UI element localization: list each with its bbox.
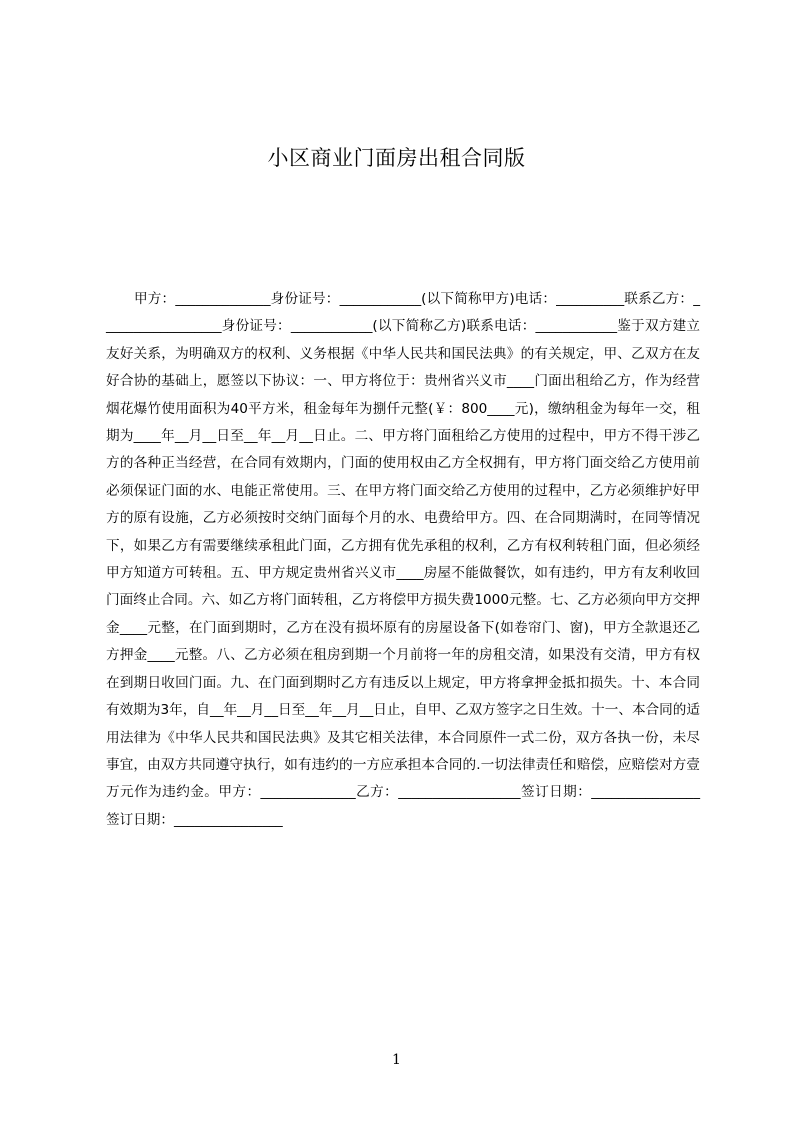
page-number: 1 xyxy=(392,1052,401,1068)
contract-body-text: 甲方：______________身份证号：____________(以下简称甲方)电话：__________联系乙方：__________________身份证号：____________(以下简称乙方)联系电话：____________鉴于双方建立友好关系，为明确双方的权利、义务根据《中华人民共和国民法典》的有关规定，甲、乙双方在友好合协的基础上，愿签以下协议：一、甲方将位于：贵州省兴义市____门面出租给乙方，作为经营烟花爆竹使用面积为40平方米，租金每年为捌仟元整(￥：800____元)，缴纳租金为每年一交，租期为____年__月__日至__年__月__日止。二、甲方将门面租给乙方使用的过程中，甲方不得干涉乙方的各种正当经营，在合同有效期内，门面的使用权由乙方全权拥有，甲方将门面交给乙方使用前必须保证门面的水、电能正常使用。三、在甲方将门面交给乙方使用的过程中，乙方必须维护好甲方的原有设施，乙方必须按时交纳门面每个月的水、电费给甲方。四、在合同期满时，在同等情况下，如果乙方有需要继续承租此门面，乙方拥有优先承租的权利，乙方有权利转租门面，但必须经甲方知道方可转租。五、甲方规定贵州省兴义市____房屋不能做餐饮，如有违约，甲方有友利收回门面终止合同。六、如乙方将门面转租，乙方将偿甲方损失费1000元整。七、乙方必须向甲方交押金____元整，在门面到期时，乙方在没有损坏原有的房屋设备下(如卷帘门、窗)，甲方全款退还乙方押金____元整。八、乙方必须在租房到期一个月前将一年的房租交清，如果没有交清，甲方有权在到期日收回门面。九、在门面到期时乙方有违反以上规定，甲方将拿押金抵扣损失。十、本合同有效期为3年，自__年__月__日至__年__月__日止，自甲、乙双方签字之日生效。十一、本合同的适用法律为《中华人民共和国民法典》及其它相关法律，本合同原件一式二份，双方各执一份，未尽事宜，由双方共同遵守执行，如有违约的一方应承担本合同的.一切法律责任和赔偿，应赔偿对方壹万元作为违约金。甲方：______________乙方：__________________签订日期：________________签订日期：________________ xyxy=(106,291,700,828)
document-title: 小区商业门面房出租合同版 xyxy=(267,146,526,170)
